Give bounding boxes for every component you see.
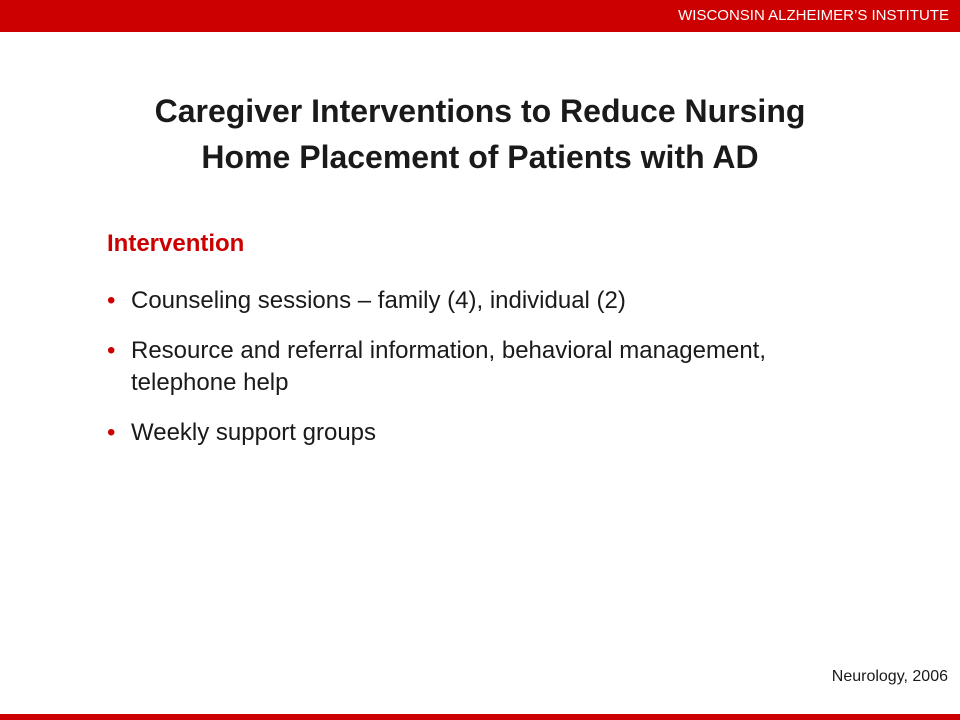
header-bar (0, 0, 960, 32)
slide-title-line-1: Caregiver Interventions to Reduce Nursing (154, 93, 806, 129)
section-heading: Intervention (107, 230, 245, 257)
slide-title (40, 88, 920, 180)
footer-rule (0, 714, 960, 720)
bullet-dot-icon: • (107, 419, 116, 446)
bullet-list (107, 285, 867, 467)
bullet-item-support-groups (107, 417, 867, 449)
bullet-text: Counseling sessions – family (4), individual (2) (131, 287, 626, 314)
organization-name: WISCONSIN ALZHEIMER’S INSTITUTE (678, 7, 949, 24)
bullet-dot-icon: • (107, 287, 116, 314)
citation: Neurology, 2006 (831, 668, 948, 685)
bullet-text: Resource and referral information, behavioral management, telephone help (131, 337, 767, 396)
slide-title-line-2: Home Placement of Patients with AD (201, 139, 759, 175)
bullet-item-resources (107, 335, 867, 399)
bullet-item-counseling (107, 285, 867, 317)
bullet-dot-icon: • (107, 337, 116, 364)
bullet-text: Weekly support groups (131, 419, 377, 446)
